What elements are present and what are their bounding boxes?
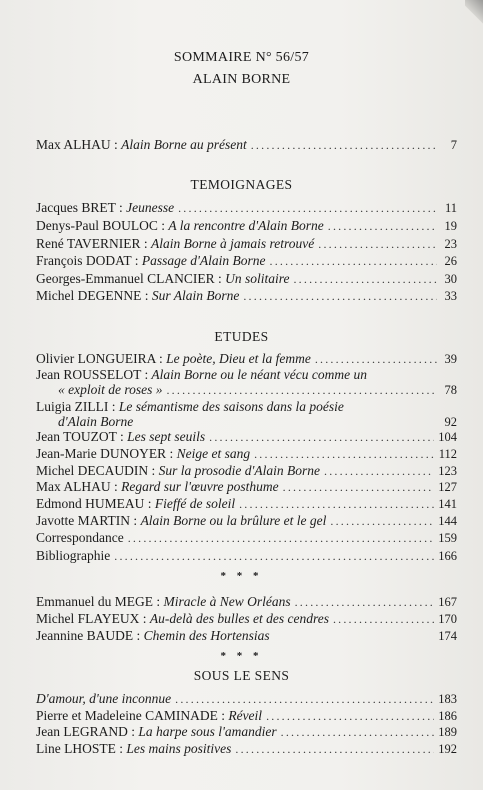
section-heading-temoignages: TEMOIGNAGES	[190, 177, 293, 192]
entry-work: Alain Borne à jamais retrouvé	[151, 236, 315, 251]
entry-work: Chemin des Hortensias	[143, 628, 270, 643]
entry-work-continuation: d'Alain Borne	[58, 414, 134, 429]
leader-dots	[333, 611, 434, 628]
entry-page-number: 144	[438, 514, 457, 528]
entry-page-number: 192	[438, 742, 457, 756]
entry-work: Au-delà des bulles et des cendres	[149, 611, 329, 626]
entry-author: Michel DECAUDIN :	[36, 463, 156, 478]
entry-author: Correspondance	[36, 530, 124, 545]
entry-work: Sur la prosodie d'Alain Borne	[158, 463, 320, 478]
entry-author: Max ALHAU :	[36, 137, 118, 152]
leader-dots	[293, 271, 437, 288]
leader-dots	[128, 530, 435, 547]
entry-author: Georges-Emmanuel CLANCIER :	[36, 271, 222, 286]
entry-work: Réveil	[228, 708, 263, 723]
entry-page-number: 78	[444, 383, 457, 397]
entry-work: Le poète, Dieu et la femme	[166, 351, 311, 366]
leader-dots	[178, 200, 437, 217]
entry-work: Les sept seuils	[127, 429, 206, 444]
leader-dots	[209, 429, 434, 446]
toc-entry	[36, 627, 457, 644]
entry-page-number: 186	[438, 709, 457, 723]
sommaire-title: SOMMAIRE N° 56/57	[173, 50, 310, 65]
entry-author: Emmanuel du MEGE :	[36, 594, 161, 609]
toc-entry	[36, 547, 457, 564]
entry-page-number: 159	[438, 531, 457, 545]
entry-work: Jeunesse	[126, 200, 175, 215]
toc-entry	[36, 495, 457, 512]
leader-dots	[251, 137, 437, 154]
entry-page-number: 166	[438, 549, 457, 563]
entry-author: Jean LEGRAND :	[36, 724, 135, 739]
section-separator: * * *	[220, 650, 263, 662]
entry-author: Michel FLAYEUX :	[36, 611, 147, 626]
entry-page-number: 112	[438, 447, 457, 461]
entry-work: Le sémantisme des saisons dans la poésie	[118, 399, 344, 414]
entry-author: Jacques BRET :	[36, 200, 123, 215]
entry-work: Fieffé de soleil	[154, 496, 236, 511]
leader-dots	[235, 741, 434, 758]
entry-work: Alain Borne ou le néant vécu comme un	[151, 367, 367, 382]
section-heading-sous-le-sens: SOUS LE SENS	[193, 668, 290, 683]
section-heading-etudes: ETUDES	[214, 329, 269, 344]
entry-page-number: 11	[444, 201, 457, 215]
toc-entry	[36, 593, 457, 610]
toc-entry	[36, 381, 457, 398]
entry-author: Olivier LONGUEIRA :	[36, 351, 163, 366]
entry-page-number: 123	[438, 464, 457, 478]
toc-entry	[36, 740, 457, 757]
section-separator: * * *	[220, 570, 263, 582]
leader-dots	[270, 253, 438, 270]
entry-work: Alain Borne ou la brûlure et le gel	[140, 513, 327, 528]
leader-dots	[254, 446, 435, 463]
entry-work: Miracle à New Orléans	[163, 594, 291, 609]
entry-page-number: 189	[438, 725, 457, 739]
entry-author: Jeannine BAUDE :	[36, 628, 141, 643]
page-corner-shadow	[465, 0, 483, 34]
leader-dots	[243, 288, 437, 305]
toc-entry	[36, 235, 457, 252]
entry-work: Un solitaire	[225, 271, 290, 286]
toc-entry	[36, 707, 457, 724]
entry-work: Les mains positives	[126, 741, 232, 756]
toc-entry	[36, 723, 457, 740]
entry-work-continuation: « exploit de roses »	[58, 382, 163, 397]
entry-page-number: 39	[444, 352, 457, 366]
subject-title: ALAIN BORNE	[192, 72, 291, 87]
entry-work: Sur Alain Borne	[151, 288, 240, 303]
entry-page-number: 104	[438, 430, 457, 444]
entry-page-number: 141	[438, 497, 457, 511]
toc-entry	[36, 462, 457, 479]
leader-dots	[175, 691, 434, 708]
entry-author: Jean TOUZOT :	[36, 429, 124, 444]
toc-entry-intro	[36, 136, 457, 153]
toc-entry	[36, 252, 457, 269]
entry-author: Pierre et Madeleine CAMINADE :	[36, 708, 225, 723]
entry-page-number: 19	[444, 219, 457, 233]
entry-page-number: 92	[444, 415, 457, 429]
toc-entry	[36, 690, 457, 707]
entry-author: Jean-Marie DUNOYER :	[36, 446, 174, 461]
leader-dots	[166, 382, 437, 399]
entry-author: François DODAT :	[36, 253, 139, 268]
toc-entry	[36, 428, 457, 445]
toc-entry	[36, 445, 457, 462]
entry-work: La harpe sous l'amandier	[138, 724, 277, 739]
entry-author: Max ALHAU :	[36, 479, 118, 494]
toc-entry	[36, 287, 457, 304]
entry-work: D'amour, d'une inconnue	[36, 691, 172, 706]
toc-entry	[36, 199, 457, 216]
entry-page-number: 7	[450, 138, 457, 152]
toc-entry	[36, 270, 457, 287]
entry-work: Neige et sang	[176, 446, 251, 461]
leader-dots	[328, 218, 437, 235]
entry-work: Regard sur l'œuvre posthume	[121, 479, 279, 494]
entry-author: Michel DEGENNE :	[36, 288, 149, 303]
toc-entry	[36, 529, 457, 546]
entry-author: Denys-Paul BOULOC :	[36, 218, 165, 233]
leader-dots	[283, 479, 435, 496]
entry-author: René TAVERNIER :	[36, 236, 148, 251]
entry-work: Passage d'Alain Borne	[141, 253, 266, 268]
entry-author: Jean ROUSSELOT :	[36, 367, 149, 382]
entry-author: Edmond HUMEAU :	[36, 496, 152, 511]
entry-author: Luigia ZILLI :	[36, 399, 116, 414]
toc-entry	[36, 350, 457, 367]
entry-page-number: 183	[438, 692, 457, 706]
entry-page-number: 26	[444, 254, 457, 268]
leader-dots	[281, 724, 435, 741]
entry-page-number: 127	[438, 480, 457, 494]
entry-page-number: 33	[444, 289, 457, 303]
entry-work: Alain Borne au présent	[121, 137, 247, 152]
toc-entry	[36, 478, 457, 495]
entry-work: A la rencontre d'Alain Borne	[168, 218, 324, 233]
entry-author: Line LHOSTE :	[36, 741, 123, 756]
entry-author: Javotte MARTIN :	[36, 513, 138, 528]
leader-dots	[318, 236, 437, 253]
toc-entry	[36, 610, 457, 627]
leader-dots	[295, 594, 435, 611]
entry-page-number: 30	[444, 272, 457, 286]
leader-dots	[330, 513, 434, 530]
entry-page-number: 170	[438, 612, 457, 626]
entry-page-number: 174	[438, 629, 457, 643]
entry-page-number: 167	[438, 595, 457, 609]
leader-dots	[239, 496, 434, 513]
entry-author: Bibliographie	[36, 548, 111, 563]
toc-entry	[36, 512, 457, 529]
leader-dots	[114, 548, 434, 565]
entry-page-number: 23	[444, 237, 457, 251]
toc-entry	[36, 217, 457, 234]
